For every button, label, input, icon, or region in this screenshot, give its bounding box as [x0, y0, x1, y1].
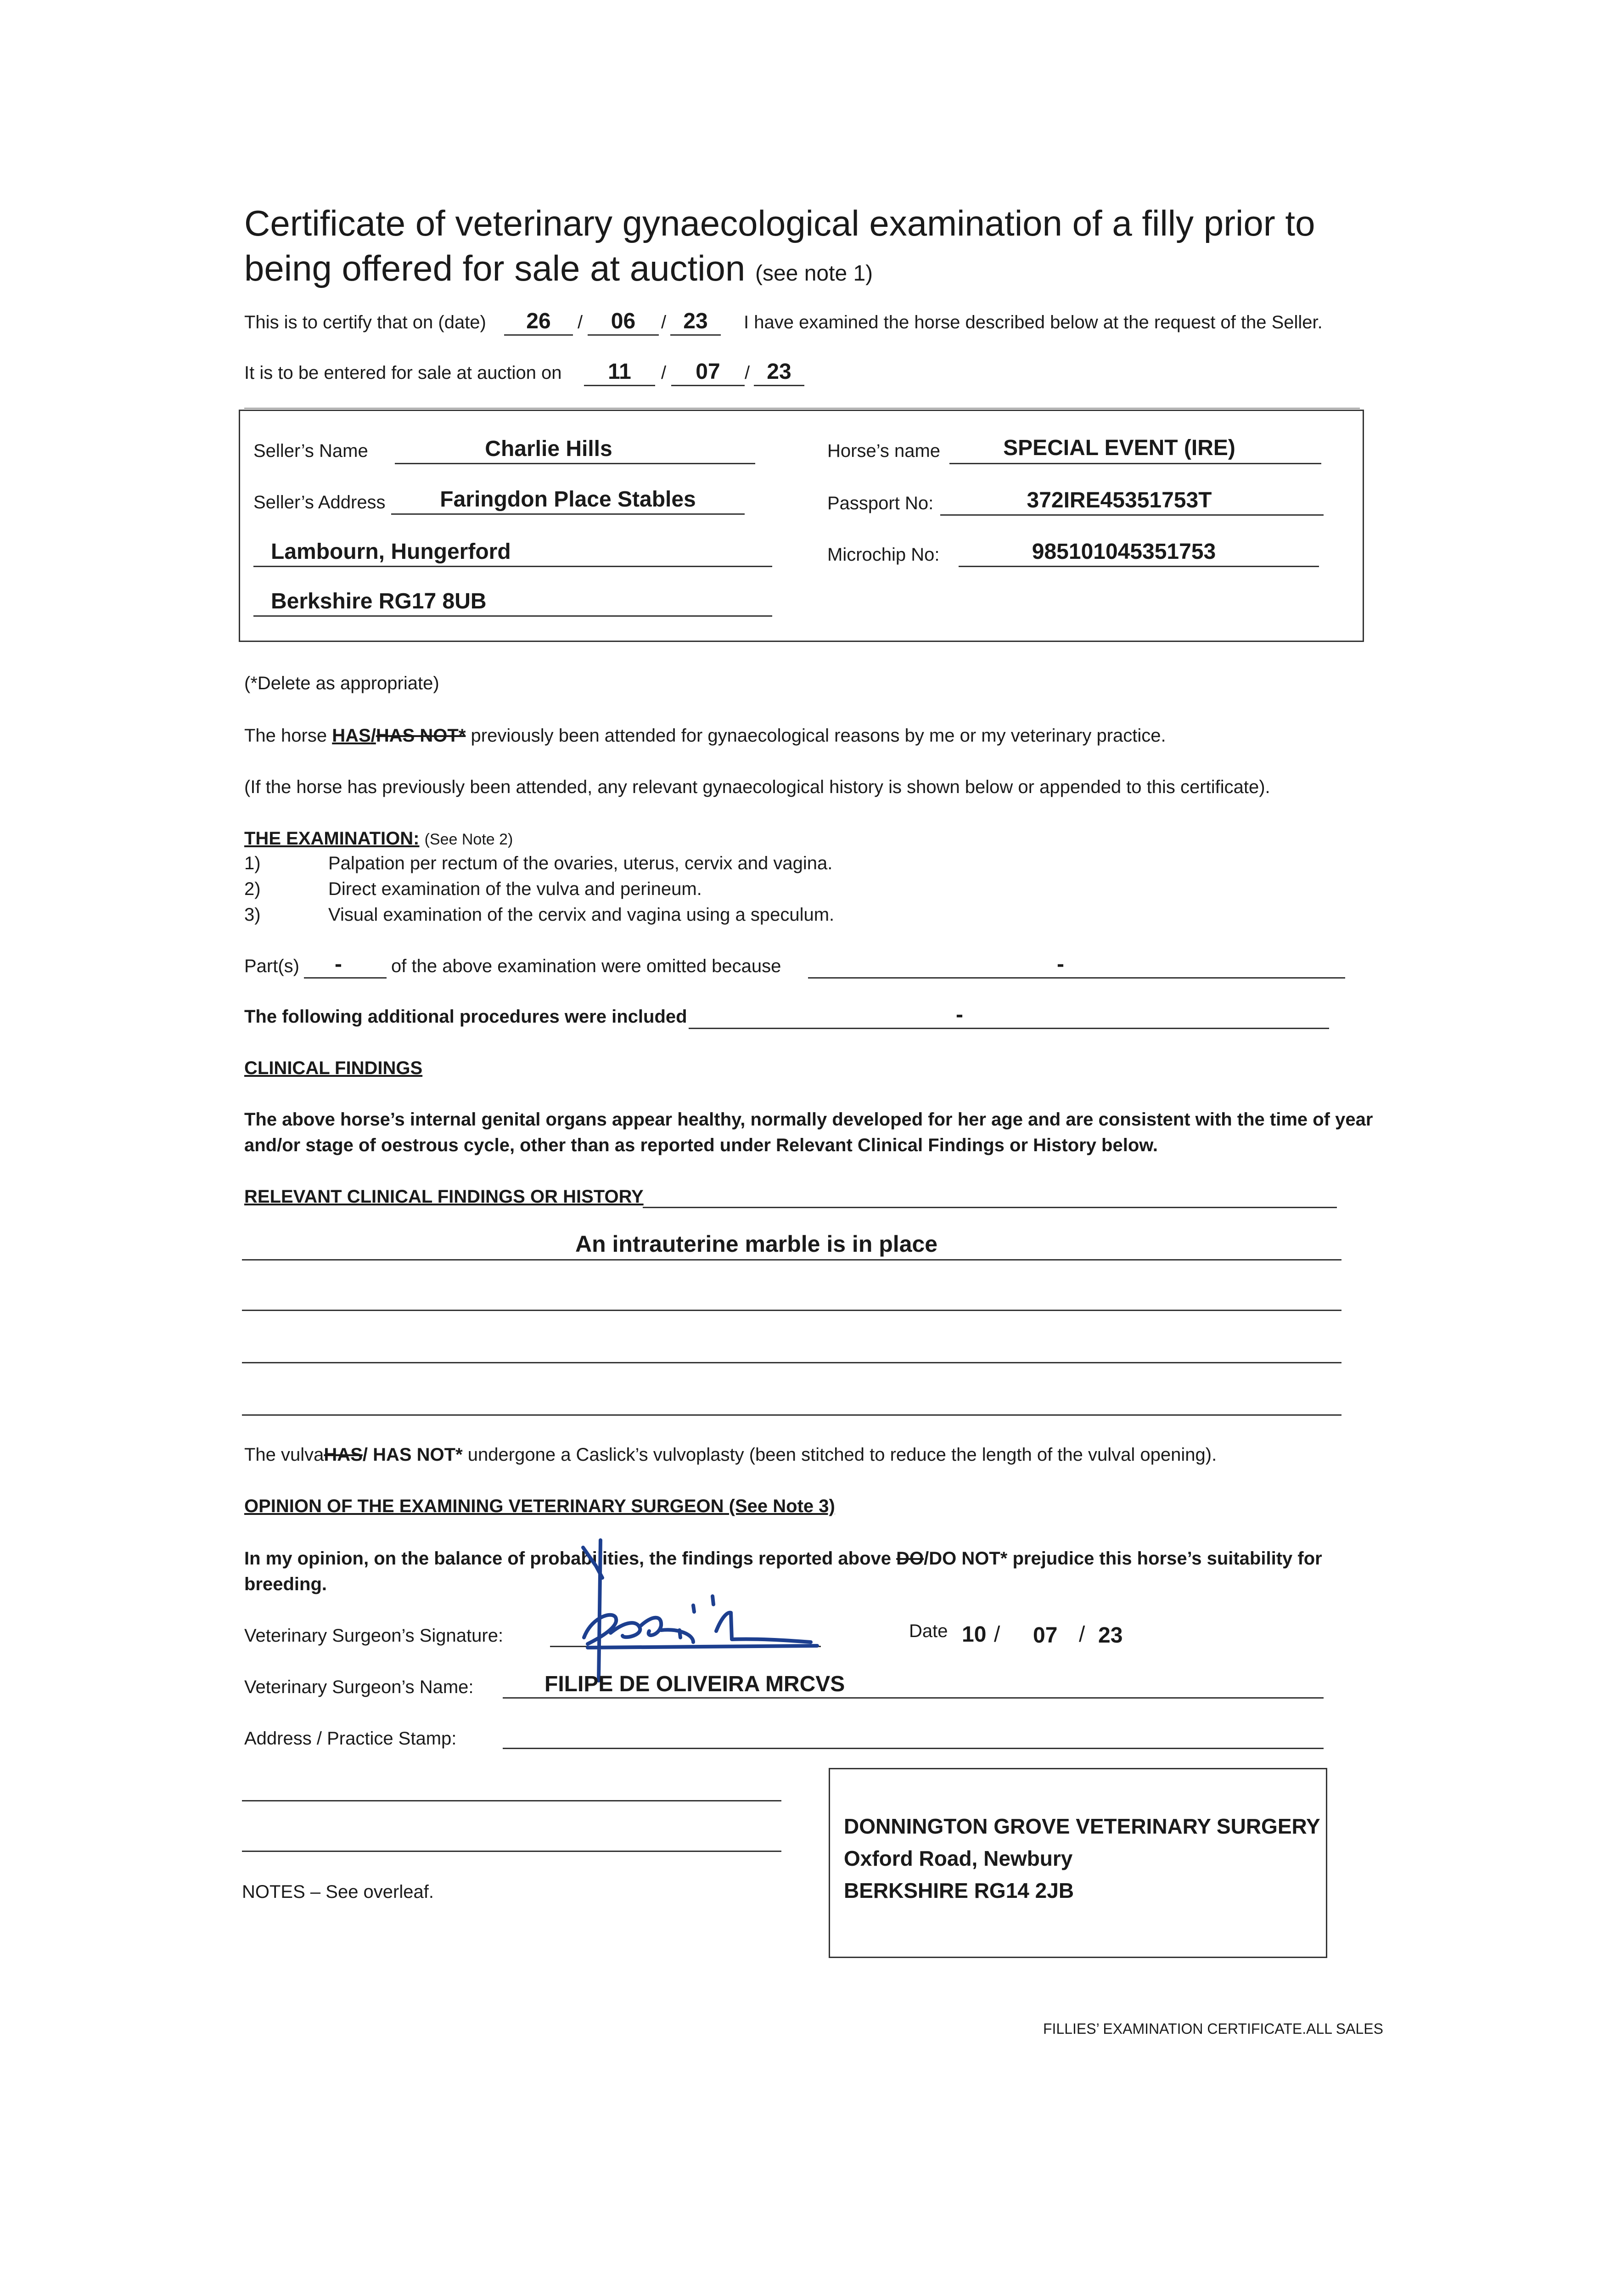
vulva-statement	[244, 1445, 1217, 1465]
vet-name-label: Veterinary Surgeon’s Name:	[244, 1677, 474, 1697]
auction-sep-1: /	[661, 363, 667, 383]
signature-date-day: 10	[962, 1622, 987, 1647]
omitted-middle: of the above examination were omitted because	[391, 956, 781, 976]
attended-slash: /	[370, 726, 376, 746]
signature-date-sep-2: /	[1079, 1622, 1085, 1647]
signature-date-sep-1: /	[994, 1622, 1000, 1647]
examination-heading-text: THE EXAMINATION:	[244, 828, 420, 849]
title-line-2	[244, 246, 873, 296]
date-label: Date	[909, 1621, 948, 1641]
clinical-text-1: The above horse’s internal genital organs appear healthy, normally developed for her age and are consistent with the time of year	[244, 1109, 1373, 1130]
certify-day: 26	[526, 309, 551, 333]
auction-sep-2: /	[745, 363, 750, 383]
auction-month: 07	[696, 360, 720, 384]
signature-label: Veterinary Surgeon’s Signature:	[244, 1626, 504, 1646]
certify-month: 06	[611, 309, 636, 333]
exam-item-3-num: 3)	[244, 905, 261, 925]
horse-name-label: Horse’s name	[827, 441, 941, 461]
examination-heading	[244, 828, 513, 849]
opinion-do: DO	[896, 1548, 924, 1569]
vulva-suffix: undergone a Caslick’s vulvoplasty (been stitched to reduce the length of the vulval opening).	[467, 1445, 1217, 1465]
relevant-finding: An intrauterine marble is in place	[575, 1231, 938, 1257]
certify-sep-2: /	[661, 312, 667, 332]
horse-name: SPECIAL EVENT (IRE)	[1003, 436, 1235, 460]
omitted-reason: -	[1057, 952, 1064, 976]
opinion-suffix: /DO NOT* prejudice this horse’s suitability for	[924, 1548, 1322, 1569]
microchip-number: 985101045351753	[1032, 540, 1216, 564]
attended-has-not: HAS NOT*	[376, 726, 466, 746]
exam-item-1-text: Palpation per rectum of the ovaries, uterus, cervix and vagina.	[328, 853, 833, 873]
footer-text: FILLIES’ EXAMINATION CERTIFICATE.ALL SALES	[1043, 2020, 1383, 2037]
exam-item-1-num: 1)	[244, 853, 261, 873]
passport-label: Passport No:	[827, 493, 934, 513]
seller-name-label: Seller’s Name	[253, 441, 368, 461]
seller-address-2: Lambourn, Hungerford	[271, 540, 511, 564]
certify-year: 23	[683, 309, 708, 333]
certify-suffix: I have examined the horse described below at the request of the Seller.	[744, 312, 1323, 332]
clinical-text-2: and/or stage of oestrous cycle, other than as reported under Relevant Clinical Findings or History below.	[244, 1135, 1158, 1155]
title-line-1: Certificate of veterinary gynaecological examination of a filly prior to	[244, 203, 1315, 243]
history-note: (If the horse has previously been attended, any relevant gynaecological history is shown below or appended to this certificate).	[244, 777, 1270, 797]
attended-prefix: The horse	[244, 726, 327, 746]
exam-item-2-text: Direct examination of the vulva and perineum.	[328, 879, 702, 899]
stamp-line-1: DONNINGTON GROVE VETERINARY SURGERY	[844, 1814, 1320, 1838]
signature-scribble	[542, 1534, 826, 1690]
seller-address-label: Seller’s Address	[253, 492, 386, 512]
stamp-line-3: BERKSHIRE RG14 2JB	[844, 1879, 1074, 1902]
examination-note: (See Note 2)	[424, 831, 513, 848]
seller-address-1: Faringdon Place Stables	[440, 487, 696, 512]
certify-prefix: This is to certify that on (date)	[244, 312, 486, 332]
title-note: (see note 1)	[755, 261, 873, 286]
delete-note: (*Delete as appropriate)	[244, 673, 439, 693]
signature-date-year: 23	[1098, 1623, 1123, 1648]
auction-prefix: It is to be entered for sale at auction on	[244, 363, 562, 383]
vet-name: FILIPE DE OLIVEIRA MRCVS	[544, 1672, 845, 1696]
omitted-prefix: Part(s)	[244, 956, 299, 976]
vulva-has-not: / HAS NOT*	[362, 1445, 463, 1465]
additional-label: The following additional procedures were included	[244, 1007, 687, 1027]
exam-item-3-text: Visual examination of the cervix and vagina using a speculum.	[328, 905, 835, 925]
stamp-line-2: Oxford Road, Newbury	[844, 1846, 1073, 1870]
opinion-heading: OPINION OF THE EXAMINING VETERINARY SURGEON (See Note 3)	[244, 1496, 835, 1516]
seller-address-3: Berkshire RG17 8UB	[271, 589, 487, 613]
signature-date-month: 07	[1033, 1623, 1058, 1648]
notes-text: NOTES – See overleaf.	[242, 1882, 434, 1902]
title-line-2-text: being offered for sale at auction	[244, 248, 746, 288]
auction-year: 23	[767, 360, 791, 384]
clinical-heading: CLINICAL FINDINGS	[244, 1058, 423, 1078]
practice-stamp-label: Address / Practice Stamp:	[244, 1728, 457, 1749]
opinion-text-2: breeding.	[244, 1574, 327, 1594]
vulva-has: HAS	[324, 1445, 363, 1465]
attended-has: HAS	[332, 726, 371, 746]
passport-number: 372IRE45351753T	[1027, 488, 1212, 512]
exam-item-2-num: 2)	[244, 879, 261, 899]
vulva-prefix: The vulva	[244, 1445, 324, 1465]
seller-name: Charlie Hills	[485, 437, 612, 461]
certify-sep-1: /	[578, 312, 583, 332]
omitted-parts: -	[335, 952, 342, 976]
opinion-prefix: In my opinion, on the balance of probabilities, the findings reported above	[244, 1548, 892, 1569]
attended-statement	[244, 726, 1166, 746]
attended-suffix: previously been attended for gynaecological reasons by me or my veterinary practice.	[471, 726, 1166, 746]
additional-value: -	[956, 1002, 963, 1027]
auction-day: 11	[608, 360, 631, 384]
microchip-label: Microchip No:	[827, 545, 940, 565]
relevant-heading: RELEVANT CLINICAL FINDINGS OR HISTORY	[244, 1187, 644, 1207]
